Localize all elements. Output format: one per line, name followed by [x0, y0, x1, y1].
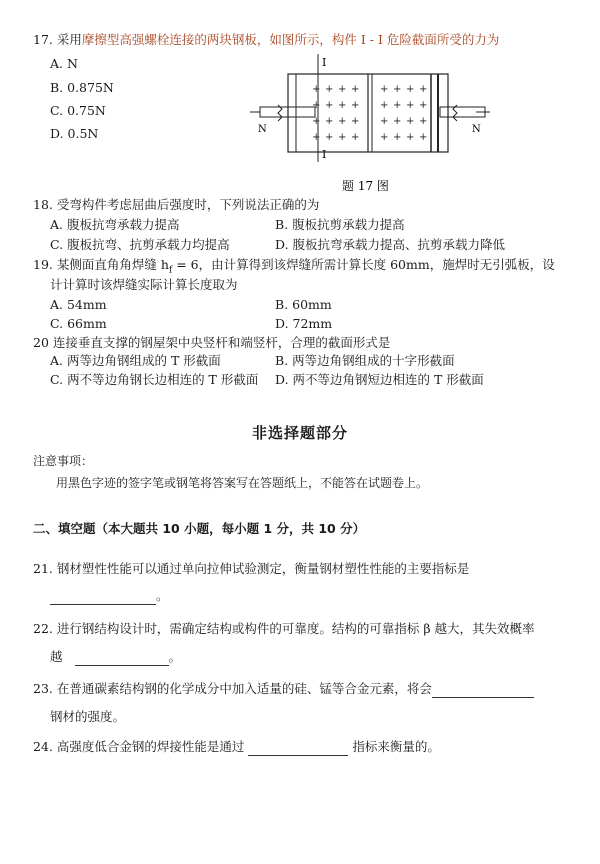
force-label-right: N: [472, 124, 481, 135]
q23-text: 23. 在普通碳素结构钢的化学成分中加入适量的硅、锰等合金元素，将会: [33, 681, 432, 696]
notice-body: 用黑色字迹的签字笔或钢笔将答案写在答题纸上，不能答在试题卷上。: [56, 476, 429, 490]
section-label-top: I: [322, 56, 327, 69]
q19-stem-line2: 计计算时该焊缝实际计算长度取为: [50, 277, 238, 292]
q19-option-c: C. 66mm: [50, 316, 107, 331]
q17-option-a: A. N: [50, 56, 78, 71]
q19-text-b: = 6，由计算得到该焊缝所需计算长度 60mm，施焊时无引弧板，设: [172, 257, 555, 272]
svg-text:+: +: [325, 84, 334, 95]
svg-text:+: +: [325, 100, 334, 111]
svg-text:+: +: [338, 100, 347, 111]
section-2-heading: 二、填空题（本大题共 10 小题，每小题 1 分，共 10 分）: [33, 521, 366, 536]
q20-option-a: A. 两等边角钢组成的 T 形截面: [50, 353, 221, 368]
bolt-group: [312, 84, 427, 143]
q19-subscript: f: [168, 265, 173, 276]
q22-text: 越: [50, 649, 63, 664]
q23-blank[interactable]: [432, 683, 534, 698]
svg-text:+: +: [419, 84, 428, 95]
svg-text:+: +: [351, 100, 360, 111]
svg-text:+: +: [380, 116, 389, 127]
svg-text:+: +: [393, 100, 402, 111]
q20-option-c: C. 两不等边角钢长边相连的 T 形截面: [50, 372, 259, 387]
q18-option-d: D. 腹板抗弯承载力提高、抗剪承载力降低: [275, 237, 506, 252]
q24-text-b: 指标来衡量的。: [352, 739, 440, 754]
svg-text:+: +: [338, 132, 347, 143]
q21-end: 。: [156, 588, 169, 603]
svg-text:+: +: [393, 132, 402, 143]
svg-text:+: +: [406, 116, 415, 127]
q18-option-c: C. 腹板抗弯、抗剪承载力均提高: [50, 237, 230, 252]
q17-option-d: D. 0.5N: [50, 126, 99, 141]
q19-option-b: B. 60mm: [275, 297, 332, 312]
q19-option-d: D. 72mm: [275, 316, 333, 331]
svg-text:+: +: [406, 100, 415, 111]
svg-text:+: +: [419, 100, 428, 111]
section-label-bottom: I: [322, 148, 327, 161]
q18-stem: 18. 受弯构件考虑屈曲后强度时，下列说法正确的为: [33, 197, 320, 212]
svg-text:+: +: [351, 84, 360, 95]
q18-option-b: B. 腹板抗剪承载力提高: [275, 217, 405, 232]
force-label-left: N: [258, 124, 267, 135]
svg-text:+: +: [325, 116, 334, 127]
svg-text:+: +: [380, 84, 389, 95]
q20-stem: 20 连接垂直支撑的钢屋架中央竖杆和端竖杆，合理的截面形式是: [33, 335, 391, 350]
q22-stem: 22. 进行钢结构设计时，需确定结构或构件的可靠度。结构的可靠指标 β 越大，其失效概率: [33, 621, 535, 636]
svg-text:+: +: [393, 116, 402, 127]
q18-option-a: A. 腹板抗弯承载力提高: [50, 217, 180, 232]
notice-title: 注意事项：: [33, 454, 94, 468]
q20-option-b: B. 两等边角钢组成的十字形截面: [275, 353, 455, 368]
q17-figure: [250, 52, 490, 197]
svg-text:+: +: [419, 116, 428, 127]
q17-stem: [33, 31, 499, 49]
q17-option-b: B. 0.875N: [50, 80, 114, 95]
svg-text:+: +: [393, 84, 402, 95]
q24-text-a: 24. 高强度低合金钢的焊接性能是通过: [33, 739, 245, 754]
part-title: 非选择题部分: [251, 424, 348, 442]
q23-line2: 钢材的强度。: [50, 709, 126, 724]
svg-text:+: +: [419, 132, 428, 143]
q19-option-a: A. 54mm: [50, 297, 107, 312]
figure-caption: 题 17 图: [342, 179, 389, 193]
q22-answer-line: [50, 648, 181, 666]
svg-text:+: +: [325, 132, 334, 143]
q17-number: 17. 采用: [33, 32, 82, 47]
svg-text:+: +: [312, 116, 321, 127]
q24-stem: [33, 738, 440, 756]
svg-text:+: +: [338, 116, 347, 127]
svg-text:+: +: [312, 132, 321, 143]
q17-option-c: C. 0.75N: [50, 103, 106, 118]
svg-text:+: +: [406, 132, 415, 143]
q21-blank[interactable]: [50, 590, 156, 605]
svg-text:+: +: [380, 132, 389, 143]
svg-text:+: +: [406, 84, 415, 95]
q19-text-a: 19. 某侧面直角角焊缝 h: [33, 257, 169, 272]
q22-blank[interactable]: [75, 651, 169, 666]
svg-text:+: +: [351, 132, 360, 143]
q23-stem: [33, 680, 534, 698]
q21-stem: 21. 钢材塑性性能可以通过单向拉伸试验测定，衡量钢材塑性性能的主要指标是: [33, 561, 470, 576]
svg-text:+: +: [312, 100, 321, 111]
q22-end: 。: [168, 649, 182, 664]
q21-answer-line: [50, 587, 169, 605]
q24-blank[interactable]: [248, 741, 348, 756]
svg-text:+: +: [351, 116, 360, 127]
svg-text:+: +: [380, 100, 389, 111]
q17-text: 摩擦型高强螺栓连接的两块钢板，如图所示，构件 I - I 危险截面所受的力为: [81, 32, 500, 47]
svg-text:+: +: [312, 84, 321, 95]
svg-text:+: +: [338, 84, 347, 95]
q20-option-d: D. 两不等边角钢短边相连的 T 形截面: [275, 372, 484, 387]
